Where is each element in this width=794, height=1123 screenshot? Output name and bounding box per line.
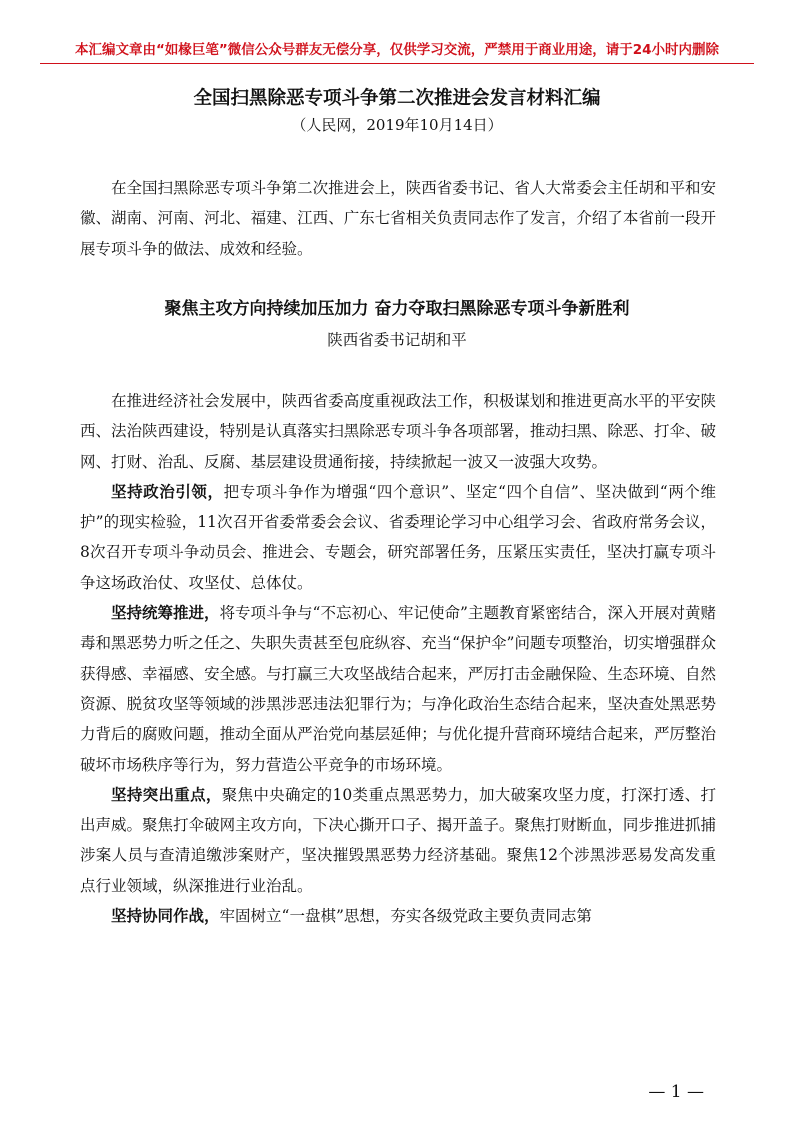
- intro-paragraph: 在全国扫黑除恶专项斗争第二次推进会上，陕西省委书记、省人大常委会主任胡和平和安徽、湖南、河南、河北、福建、江西、广东七省相关负责同志作了发言，介绍了本省前一段开展专项斗争的做法、成效和经验。: [80, 179, 716, 258]
- point-lead: 坚持突出重点，: [111, 784, 222, 804]
- point-text: 牢固树立“一盘棋”思想，夯实各级党政主要负责同志第: [219, 907, 592, 926]
- point-paragraph: [80, 780, 716, 901]
- point-lead: 坚持协同作战，: [111, 906, 220, 926]
- speech-speaker: 陕西省委书记胡和平: [327, 331, 467, 349]
- speech-body: [80, 386, 716, 931]
- opening-paragraph: 在推进经济社会发展中，陕西省委高度重视政法工作，积极谋划和推进更高水平的平安陕西、法治陕西建设，特别是认真落实扫黑除恶专项斗争各项部署，推动扫黑、除恶、打伞、破网、打财、治乱、反腐、基层建设贯通衔接，持续掀起一波又一波强大攻势。: [80, 392, 716, 471]
- point-paragraph: [80, 477, 716, 598]
- point-paragraph: [80, 598, 716, 780]
- point-text: 将专项斗争与“不忘初心、牢记使命”主题教育紧密结合，深入开展对黄赌毒和黑恶势力听之任之、失职失责甚至包庇纵容、充当“保护伞”问题专项整治，切实增强群众获得感、幸福感、安全感。与打赢三大攻坚战结合起来，严厉打击金融保险、生态环境、自然资源、脱贫攻坚等领域的涉黑涉恶违法犯罪行为；与净化政治生态结合起来，坚决查处黑恶势力背后的腐败问题，推动全面从严治党向基层延伸；与优化提升营商环境结合起来，严厉整治破坏市场秩序等行为，努力营造公平竞争的市场环境。: [80, 604, 716, 774]
- header-divider: [40, 63, 754, 64]
- point-paragraph: [80, 901, 716, 931]
- document-source: （人民网，2019年10月14日）: [291, 116, 503, 134]
- point-lead: 坚持政治引领，: [111, 481, 224, 501]
- document-title: 全国扫黑除恶专项斗争第二次推进会发言材料汇编: [193, 88, 601, 109]
- page-number: — 1 —: [648, 1082, 704, 1102]
- speech-title: 聚焦主攻方向持续加压加力 奋力夺取扫黑除恶专项斗争新胜利: [164, 299, 630, 319]
- point-text: 把专项斗争作为增强“四个意识”、坚定“四个自信”、坚决做到“两个维护”的现实检验，11次召开省委常委会会议、省委理论学习中心组学习会、省政府常务会议，8次召开专项斗争动员会、推进会、专题会，研究部署任务，压紧压实责任，坚决打赢专项斗争这场政治仗、攻坚仗、总体仗。: [80, 482, 716, 592]
- copyright-notice: 本汇编文章由“如椽巨笔”微信公众号群友无偿分享，仅供学习交流，严禁用于商业用途，请于24小时内删除: [74, 42, 720, 58]
- point-text: 聚焦中央确定的10类重点黑恶势力，加大破案攻坚力度，打深打透、打出声威。聚焦打伞破网主攻方向，下决心撕开口子、揭开盖子。聚焦打财断血，同步推进抓捕涉案人员与查清追缴涉案财产，坚决摧毁黑恶势力经济基础。聚焦12个涉黑涉恶易发高发重点行业领域，纵深推进行业治乱。: [80, 785, 716, 895]
- point-lead: 坚持统筹推进，: [111, 603, 220, 623]
